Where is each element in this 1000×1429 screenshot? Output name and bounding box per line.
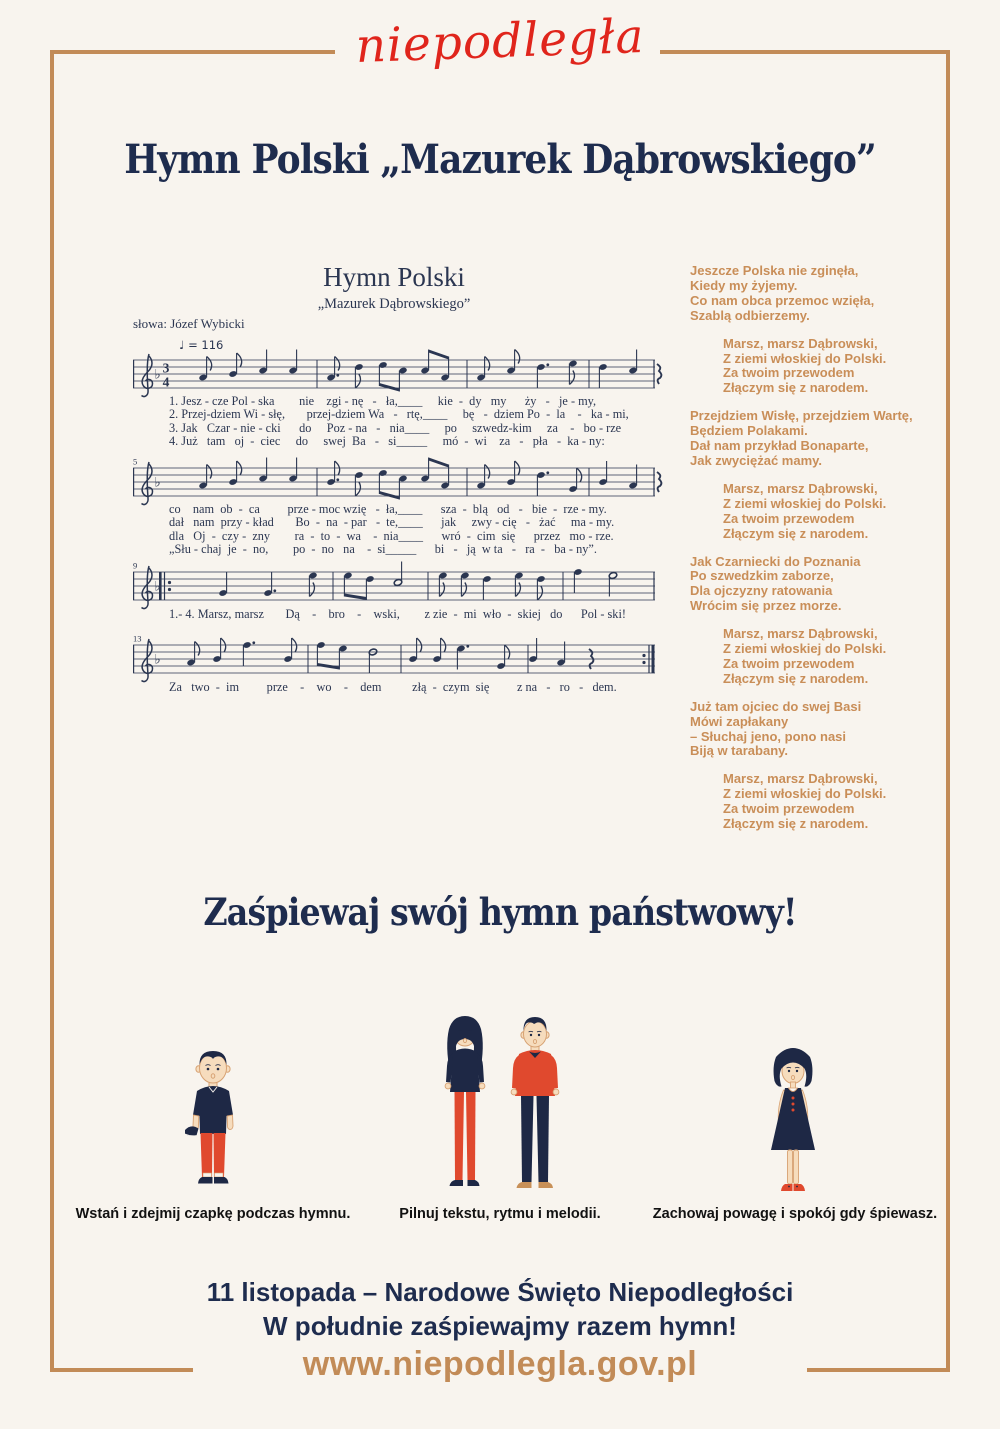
score-tempo: ♩ = 116: [179, 338, 224, 352]
anthem-refrain-3: [690, 627, 920, 687]
staff-lyrics-1: [133, 395, 709, 448]
text-line: co nam ob - ca prze - moc wzię - ła,____ sza - blą od - bie - rze - my.: [169, 502, 607, 516]
text-line: Dla ojczyzny ratowania: [690, 583, 833, 599]
text-line: 3. Jak Czar - nie - cki do Poz - na - nia____ po szwedz-kim za - bo - rze: [169, 420, 622, 435]
frame-right: [946, 50, 950, 1372]
tip-caption-3: Zachowaj powagę i spokój gdy śpiewasz.: [652, 1206, 938, 1222]
text-line: Co nam obca przemoc wzięła,: [690, 292, 875, 308]
text-line: Dał nam przykład Bonaparte,: [690, 438, 869, 454]
text-line: Jeszcze Polska nie zginęła,: [690, 263, 859, 278]
text-line: Złączym się z narodem.: [723, 670, 869, 686]
anthem-verse-3: [690, 555, 920, 615]
woman-and-man-figure: [420, 1012, 590, 1194]
anthem-verse-4: [690, 700, 920, 760]
text-line: Marsz, marsz Dąbrowski,: [723, 480, 878, 496]
cta-heading: Zaśpiewaj swój hymn państwowy!: [203, 890, 797, 934]
svg-text:♭: ♭: [154, 475, 161, 491]
boy-figure: [168, 1042, 258, 1192]
text-line: Będziem Polakami.: [690, 423, 808, 439]
girl-figure: [748, 1044, 838, 1194]
anthem-verse-1: [690, 264, 920, 324]
text-line: 2. Przej-dziem Wi - słę, przej-dziem Wa - rtę,____ bę - dziem Po - la - ka - mi,: [169, 407, 629, 422]
text-line: Za twoim przewodem: [723, 510, 855, 526]
anthem-verse-2: [690, 409, 920, 469]
text-line: Złączym się z narodem.: [723, 816, 869, 832]
staff-lyrics-2: [133, 503, 709, 556]
text-line: 4. Już tam oj - ciec do swej Ba - si_____ mó - wi za - pła - ka - ny:: [169, 433, 605, 448]
text-line: Złączym się z narodem.: [723, 380, 869, 396]
svg-text:9: 9: [133, 560, 138, 571]
tip-caption-1: Wstań i zdejmij czapkę podczas hymnu.: [75, 1206, 351, 1222]
website-url: www.niepodlegla.gov.pl: [302, 1345, 698, 1383]
svg-text:♭: ♭: [154, 367, 161, 383]
text-line: Już tam ojciec do swej Basi: [690, 698, 862, 714]
svg-text:5: 5: [133, 456, 138, 467]
footer-holiday-line: 11 listopada – Narodowe Święto Niepodległości: [206, 1277, 794, 1307]
text-line: Jak Czarniecki do Poznania: [690, 553, 861, 569]
anthem-refrain-2: [690, 482, 920, 542]
text-line: Biją w tarabany.: [690, 743, 789, 759]
anthem-refrain-1: [690, 337, 920, 397]
text-line: Z ziemi włoskiej do Polski.: [723, 350, 887, 366]
text-line: 1. Jesz - cze Pol - ska nie zgi - nę - ła,____ kie - dy my ży - je - my,: [169, 394, 597, 408]
text-line: Z ziemi włoskiej do Polski.: [723, 495, 887, 511]
anthem-lyrics-column: [690, 264, 920, 845]
frame-left: [50, 50, 54, 1372]
score-subtitle: „Mazurek Dąbrowskiego”: [317, 296, 471, 312]
text-line: Szablą odbierzemy.: [690, 307, 810, 323]
text-line: Przejdziem Wisłę, przejdziem Wartę,: [690, 408, 913, 424]
text-line: Kiedy my żyjemy.: [690, 277, 798, 293]
anthem-refrain-4: [690, 772, 920, 832]
text-line: 1.- 4. Marsz, marsz Dą - bro - wski, z zie - mi wło - skiej do Pol - ski!: [169, 607, 626, 621]
text-line: Mówi zapłakany: [690, 713, 789, 729]
svg-text:4: 4: [162, 374, 170, 390]
text-line: Za twoim przewodem: [723, 365, 855, 381]
footer-call-line: W południe zaśpiewajmy razem hymn!: [263, 1311, 737, 1341]
svg-text:♭: ♭: [154, 652, 161, 668]
text-line: Marsz, marsz Dąbrowski,: [723, 626, 878, 642]
staff-lyrics-3: [133, 608, 709, 621]
svg-text:3: 3: [162, 360, 170, 376]
sheet-music: [133, 262, 655, 694]
text-line: dla Oj - czy - zny ra - to - wa - nia____ wró - cim się przez mo - rze.: [169, 528, 614, 543]
text-line: Po szwedzkim zaborze,: [690, 568, 834, 584]
text-line: Wrócim się przez morze.: [690, 598, 842, 614]
text-line: Marsz, marsz Dąbrowski,: [723, 335, 878, 351]
text-line: Za two - im prze - wo - dem złą - czym się z na - ro - dem.: [169, 680, 617, 694]
text-line: Jak zwyciężać mamy.: [690, 452, 823, 468]
text-line: Z ziemi włoskiej do Polski.: [723, 786, 887, 802]
score-title: Hymn Polski: [323, 262, 465, 292]
text-line: Marsz, marsz Dąbrowski,: [723, 771, 878, 787]
staff-lyrics-4: [133, 681, 709, 694]
tip-caption-2: Pilnuj tekstu, rytmu i melodii.: [399, 1206, 601, 1222]
text-line: Za twoim przewodem: [723, 801, 855, 817]
text-line: Z ziemi włoskiej do Polski.: [723, 641, 887, 657]
poster-title: Hymn Polski „Mazurek Dąbrowskiego”: [124, 136, 876, 183]
text-line: Złączym się z narodem.: [723, 525, 869, 541]
text-line: dał nam przy - kład Bo - na - par - te,____ jak zwy - cię - żać ma - my.: [169, 515, 615, 530]
svg-text:♭: ♭: [154, 579, 161, 595]
text-line: „Słu - chaj je - no, po - no na - si_____ bi - ją w ta - ra - ba - ny”.: [169, 541, 597, 556]
niepodlegla-logo: niepodległa: [354, 8, 646, 75]
text-line: – Słuchaj jeno, pono nasi: [690, 728, 847, 744]
svg-text:13: 13: [133, 633, 142, 644]
score-credit: słowa: Józef Wybicki: [133, 316, 245, 331]
text-line: Za twoim przewodem: [723, 655, 855, 671]
